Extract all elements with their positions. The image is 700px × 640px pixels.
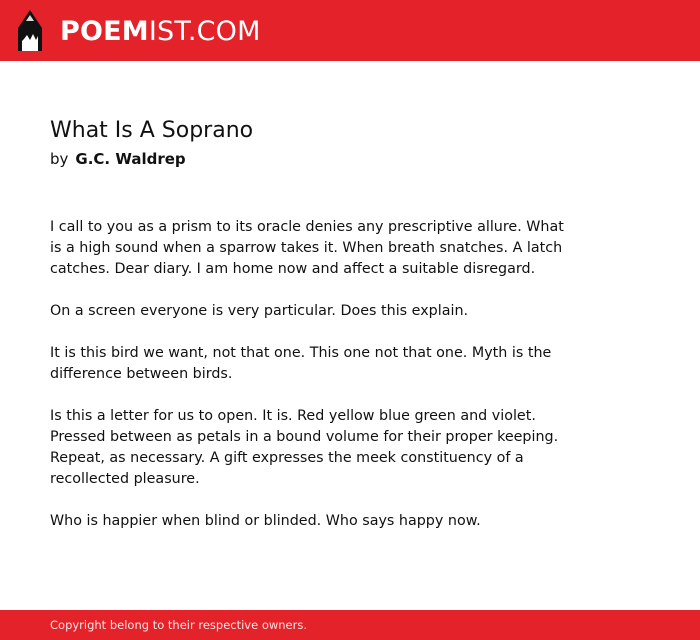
poem-content <box>50 116 564 553</box>
pencil-icon <box>16 9 44 53</box>
site-logo-link[interactable] <box>16 8 261 54</box>
poem-line: Who is happier when blind or blinded. Who says happy now. <box>50 513 481 529</box>
poem-line: Pressed between as petals in a bound volume for their proper keeping. <box>50 429 559 445</box>
poem-line: is a high sound when a sparrow takes it. When breath snatches. A latch <box>50 240 563 256</box>
logo-text-bold: POEM <box>60 15 149 47</box>
poem-line: Repeat, as necessary. A gift expresses the meek constituency of a <box>50 450 524 466</box>
poem-line: It is this bird we want, not that one. This one not that one. Myth is the <box>50 345 552 361</box>
byline-prefix: by <box>50 150 69 168</box>
stanza-4 <box>50 406 559 490</box>
site-header <box>0 0 700 61</box>
author-link[interactable]: G.C. Waldrep <box>75 150 186 168</box>
stanza-3 <box>50 343 550 385</box>
poem-line: difference between birds. <box>50 366 233 382</box>
poem-line: catches. Dear diary. I am home now and affect a suitable disregard. <box>50 261 536 277</box>
poem-line: recollected pleasure. <box>50 471 200 487</box>
logo-text-light: IST.COM <box>148 15 261 47</box>
poem-title: What Is A Soprano <box>50 118 254 143</box>
stanza-2 <box>50 301 550 322</box>
poem-line: I call to you as a prism to its oracle denies any prescriptive allure. What <box>50 219 564 235</box>
poem-line: On a screen everyone is very particular. Does this explain. <box>50 303 469 319</box>
stanza-1 <box>50 217 564 280</box>
copyright-text: Copyright belong to their respective owners. <box>50 618 308 632</box>
site-footer <box>0 610 700 640</box>
byline <box>50 149 550 169</box>
poem-body <box>50 217 564 532</box>
stanza-5 <box>50 511 550 532</box>
poem-line: Is this a letter for us to open. It is. Red yellow blue green and violet. <box>50 408 536 424</box>
logo-text <box>60 15 261 47</box>
